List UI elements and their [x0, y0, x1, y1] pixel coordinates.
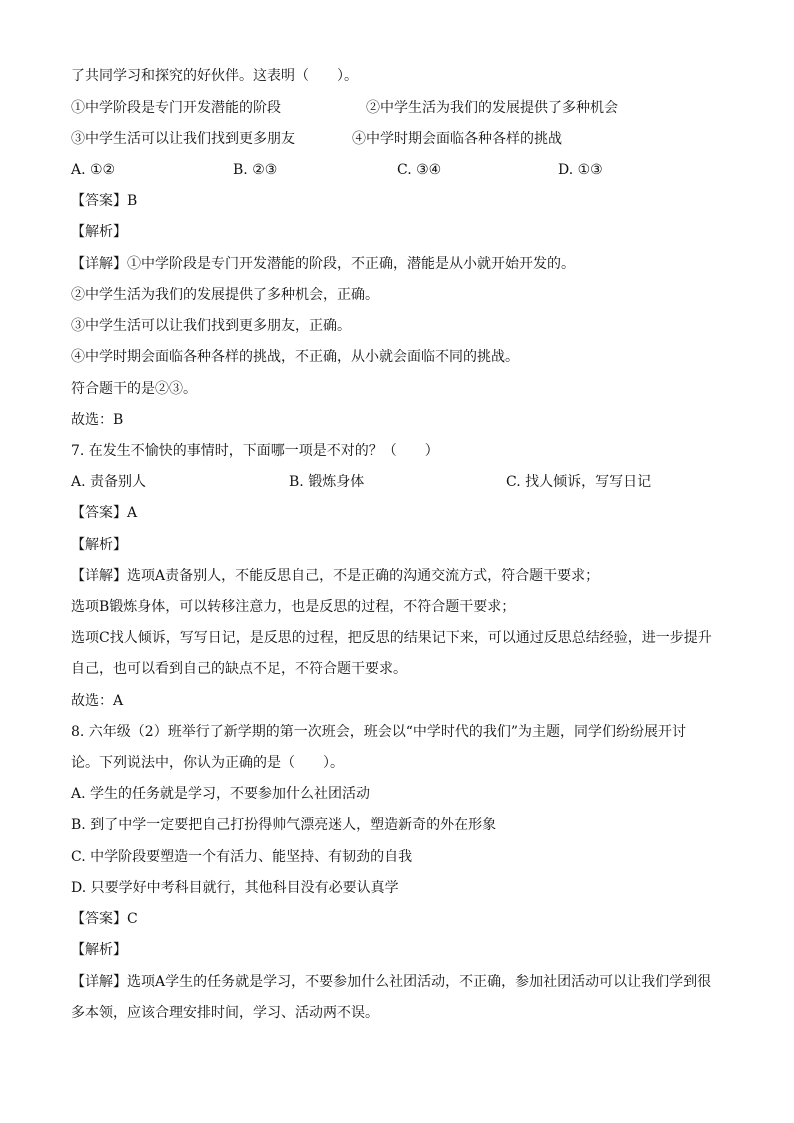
q6-statement-1: ①中学阶段是专门开发潜能的阶段: [71, 100, 281, 116]
q7-detail-line: 自己，也可以看到自己的缺点不足，不符合题干要求。: [71, 661, 407, 677]
q8-option-a: A. 学生的任务就是学习，不要参加什么社团活动: [71, 786, 371, 802]
q8-detail-line: 多本领，应该合理安排时间，学习、活动两不误。: [71, 1005, 379, 1021]
q8-analysis-heading: 【解析】: [71, 942, 127, 958]
q7-conclusion: 故选：A: [71, 693, 124, 709]
q6-analysis-heading: 【解析】: [71, 224, 127, 240]
q8-option-b: B. 到了中学一定要把自己打扮得帅气漂亮迷人，塑造新奇的外在形象: [71, 817, 497, 833]
q8-answer: 【答案】C: [71, 911, 138, 927]
q6-statement-2: ②中学生活为我们的发展提供了多种机会: [366, 100, 618, 116]
question-8-stem: 8. 六年级（2）班举行了新学期的第一次班会，班会以“中学时代的我们”为主题，同学们纷纷展开讨: [71, 724, 687, 740]
question-6-stem-continuation: 了共同学习和探究的好伙伴。这表明（ ）。: [71, 68, 358, 84]
q7-answer: 【答案】A: [71, 505, 138, 521]
q7-option-a: A. 责备别人: [71, 474, 147, 490]
q6-conclusion: 故选：B: [71, 412, 124, 428]
q6-option-c: C. ③④: [397, 162, 442, 178]
q8-option-d: D. 只要学好中考科目就行，其他科目没有必要认真学: [71, 880, 399, 896]
q7-analysis-heading: 【解析】: [71, 537, 127, 553]
question-8-stem: 论。下列说法中，你认为正确的是（ ）。: [71, 755, 344, 771]
q6-option-b: B. ②③: [233, 162, 278, 178]
q6-statement-3: ③中学生活可以让我们找到更多朋友: [71, 131, 295, 147]
q8-detail-line: 【详解】选项A学生的任务就是学习，不要参加什么社团活动，不正确，参加社团活动可以让我们学到很: [71, 974, 712, 990]
q6-answer: 【答案】B: [71, 193, 138, 209]
q7-detail-line: 选项B锻炼身体，可以转移注意力，也是反思的过程，不符合题干要求；: [71, 599, 516, 615]
q7-option-b: B. 锻炼身体: [289, 474, 365, 490]
q6-detail-line: ③中学生活可以让我们找到更多朋友，正确。: [71, 318, 351, 334]
q6-statement-4: ④中学时期会面临各种各样的挑战: [352, 131, 562, 147]
q7-detail-line: 选项C找人倾诉，写写日记，是反思的过程，把反思的结果记下来，可以通过反思总结经验，进一步提升: [71, 630, 712, 646]
q8-option-c: C. 中学阶段要塑造一个有活力、能坚持、有韧劲的自我: [71, 849, 413, 865]
q6-detail-line: ④中学时期会面临各种各样的挑战，不正确，从小就会面临不同的挑战。: [71, 349, 519, 365]
q6-option-d: D. ①③: [558, 162, 603, 178]
q6-detail-line: 【详解】①中学阶段是专门开发潜能的阶段，不正确，潜能是从小就开始开发的。: [71, 256, 575, 272]
q7-option-c: C. 找人倾诉，写写日记: [506, 474, 652, 490]
question-7-stem: 7. 在发生不愉快的事情时，下面哪一项是不对的？（ ）: [71, 443, 439, 459]
q6-detail-line: 符合题干的是②③。: [71, 381, 197, 397]
q7-detail-line: 【详解】选项A责备别人，不能反思自己，不是正确的沟通交流方式，符合题干要求；: [71, 568, 600, 584]
q6-detail-line: ②中学生活为我们的发展提供了多种机会，正确。: [71, 287, 379, 303]
q6-option-a: A. ①②: [71, 162, 116, 178]
